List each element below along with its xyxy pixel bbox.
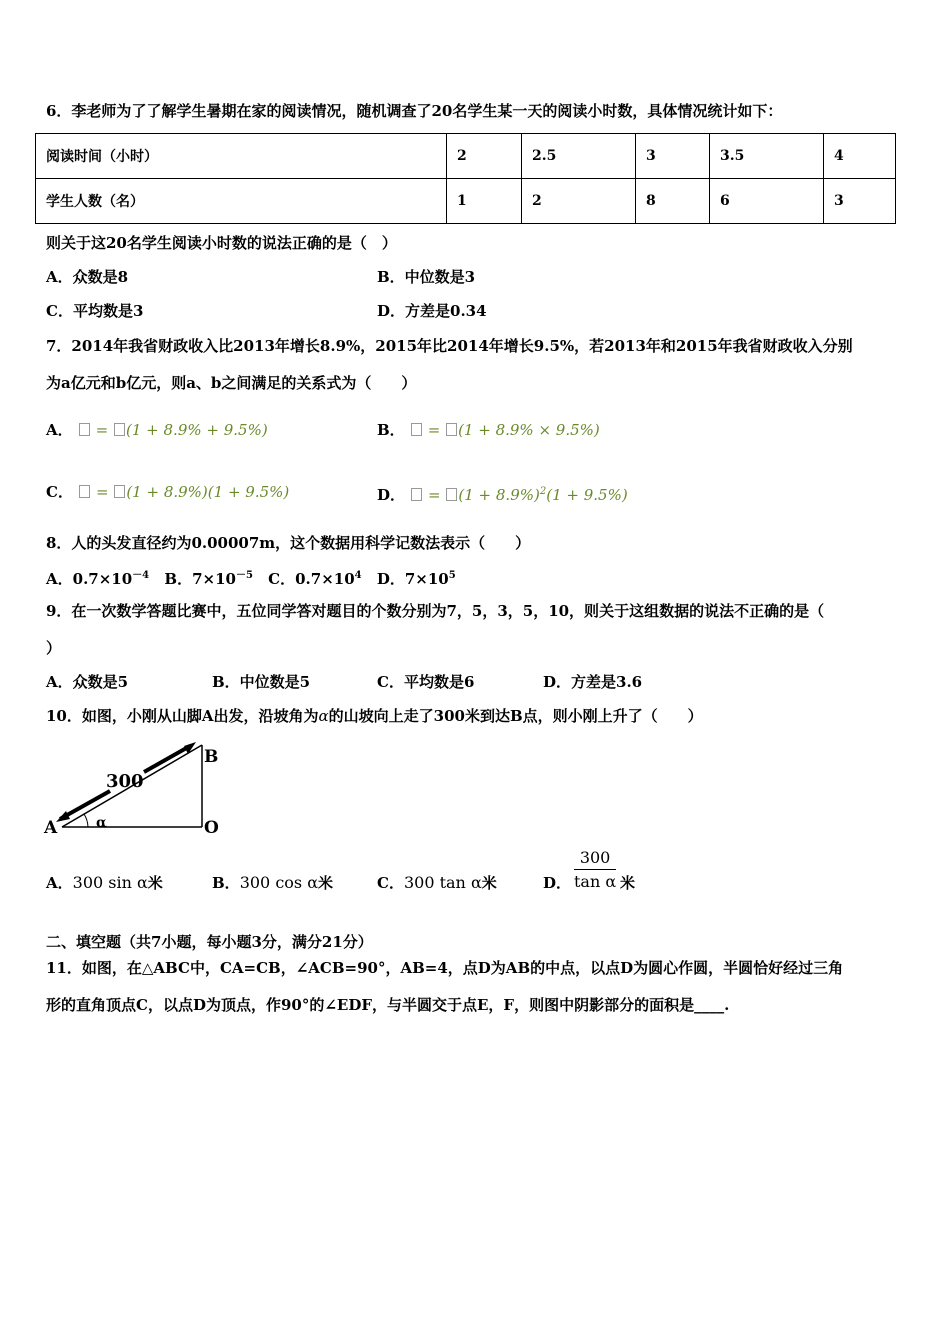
exponent: －4: [132, 570, 150, 581]
point-b-label: B: [204, 747, 219, 767]
option-label: B．: [212, 874, 240, 892]
placeholder-box-icon: [114, 485, 125, 498]
q11-line1: 11．如图，在△ABC中，CA=CB，∠ACB=90°，AB=4，点D为AB的中点，以点D为圆心作圆，半圆恰好经过三角: [46, 959, 844, 977]
option-label: A．: [46, 421, 73, 439]
option-label: C．: [46, 483, 73, 501]
option-expr: 300 cos α: [239, 873, 319, 892]
q7-option-a: [46, 420, 268, 440]
option-text: B．7×10: [164, 570, 236, 588]
option-label: D．: [377, 486, 406, 504]
q7-stem-line1: 7．2014年我省财政收入比2013年增长8.9%，2015年比2014年增长9.5%，若2013年和2015年我省财政收入分别: [46, 337, 853, 355]
point-o-label: O: [204, 818, 219, 838]
q10-option-d-fraction: [574, 848, 616, 891]
table-row: [36, 179, 896, 224]
table-cell: 3: [636, 134, 710, 179]
fraction-denominator: tan α: [574, 872, 617, 891]
option-expr: 300 tan α: [403, 873, 482, 892]
q9-option-d: D．方差是3.6: [543, 673, 643, 691]
q6-stem: 6．李老师为了了解学生暑期在家的阅读情况，随机调查了20名学生某一天的阅读小时数，具体情况统计如下：: [46, 102, 783, 120]
equals-sign: =: [95, 483, 109, 501]
table-row: [36, 134, 896, 179]
slope-figure: [40, 735, 230, 840]
option-label: C．: [377, 874, 404, 892]
q10-option-b: [212, 873, 333, 893]
row-label-student-count: 学生人数（名）: [36, 179, 447, 224]
option-text: A．0.7×10: [46, 570, 133, 588]
table-cell: 2: [447, 134, 522, 179]
q6-option-c: C．平均数是3: [46, 302, 144, 320]
distance-label: 300: [106, 771, 144, 792]
formula-text: (1 + 8.9%)(1 + 9.5%): [126, 483, 290, 501]
q6-option-a: A．众数是8: [46, 268, 129, 286]
q10-option-a: [46, 873, 163, 893]
formula-a: [78, 421, 268, 439]
table-cell: 4: [824, 134, 896, 179]
point-a-label: A: [44, 818, 58, 838]
stem-text: 10．如图，小刚从山脚A出发，沿坡角为: [46, 707, 319, 725]
stem-text: 的山坡向上走了300米到达B点，则小刚上升了（ ）: [328, 707, 703, 725]
q7-stem-line2: 为a亿元和b亿元，则a、b之间满足的关系式为（ ）: [46, 374, 417, 392]
option-label: B．: [377, 421, 405, 439]
q8-stem: 8．人的头发直径约为0.00007m，这个数据用科学记数法表示（ ）: [46, 534, 531, 552]
table-cell: 1: [447, 179, 522, 224]
q8-option-d: [377, 570, 456, 588]
table-cell: 3: [824, 179, 896, 224]
unit: 米: [147, 874, 163, 892]
equals-sign: =: [428, 486, 441, 504]
q9-option-a: A．众数是5: [46, 673, 129, 691]
formula-exponent: 2: [539, 486, 547, 497]
formula-text: (1 + 8.9% × 9.5%): [458, 421, 600, 439]
placeholder-box-icon: [411, 488, 422, 501]
placeholder-box-icon: [114, 423, 125, 436]
q9-stem-line2: ）: [46, 639, 62, 657]
q10-option-d-label: D．: [543, 874, 572, 892]
table-cell: 8: [636, 179, 710, 224]
angle-label: α: [96, 815, 107, 831]
q8-options: [46, 566, 456, 589]
alpha-symbol: α: [318, 707, 329, 725]
option-label: A．: [46, 874, 73, 892]
placeholder-box-icon: [446, 423, 457, 436]
table-cell: 6: [710, 179, 824, 224]
q10-option-d-unit: 米: [620, 874, 636, 892]
placeholder-box-icon: [446, 488, 457, 501]
q7-option-c: [46, 482, 289, 502]
q8-option-b: [164, 570, 253, 588]
q7-option-b: [377, 420, 600, 440]
q6-option-d: D．方差是0.34: [377, 302, 487, 320]
placeholder-box-icon: [411, 423, 422, 436]
arrow-up-icon: [144, 746, 190, 772]
reading-stats-table: [35, 133, 896, 224]
option-text: C．0.7×10: [268, 570, 355, 588]
formula-text: (1 + 8.9% + 9.5%): [126, 421, 268, 439]
placeholder-box-icon: [79, 423, 90, 436]
q9-stem-line1: 9．在一次数学答题比赛中，五位同学答对题目的个数分别为7，5，3，5，10，则关于这组数据的说法不正确的是（: [46, 602, 825, 620]
table-cell: 3.5: [710, 134, 824, 179]
equals-sign: =: [95, 421, 109, 439]
formula-c: [78, 483, 289, 501]
exponent: －5: [235, 570, 253, 581]
equals-sign: =: [427, 421, 441, 439]
fraction-numerator: 300: [574, 848, 616, 870]
q7-option-d: [377, 482, 628, 505]
q11-line2: 形的直角顶点C，以点D为顶点，作90°的∠EDF，与半圆交于点E，F，则图中阴影部分的面积是____.: [46, 996, 730, 1014]
q9-option-c: C．平均数是6: [377, 673, 475, 691]
q6-question: 则关于这20名学生阅读小时数的说法正确的是（ ）: [46, 234, 397, 252]
table-cell: 2: [522, 179, 636, 224]
q8-option-c: [268, 570, 361, 588]
angle-arc: [84, 814, 88, 827]
q8-option-a: [46, 570, 149, 588]
unit: 米: [318, 874, 334, 892]
option-expr: 300 sin α: [72, 873, 148, 892]
q6-option-b: B．中位数是3: [377, 268, 476, 286]
section-title: 二、填空题（共7小题，每小题3分，满分21分）: [46, 933, 373, 951]
q9-option-b: B．中位数是5: [212, 673, 311, 691]
placeholder-box-icon: [79, 485, 90, 498]
exponent: 4: [354, 570, 362, 581]
option-text: D．7×10: [376, 570, 449, 588]
row-label-reading-time: 阅读时间（小时）: [36, 134, 447, 179]
formula-text: (1 + 8.9%): [458, 486, 540, 504]
exponent: 5: [448, 570, 456, 581]
formula-b: [410, 421, 600, 439]
unit: 米: [481, 874, 497, 892]
formula-d: [410, 486, 627, 504]
q10-stem: [46, 706, 703, 726]
q10-option-c: [377, 873, 497, 893]
table-cell: 2.5: [522, 134, 636, 179]
formula-text: (1 + 9.5%): [546, 486, 628, 504]
